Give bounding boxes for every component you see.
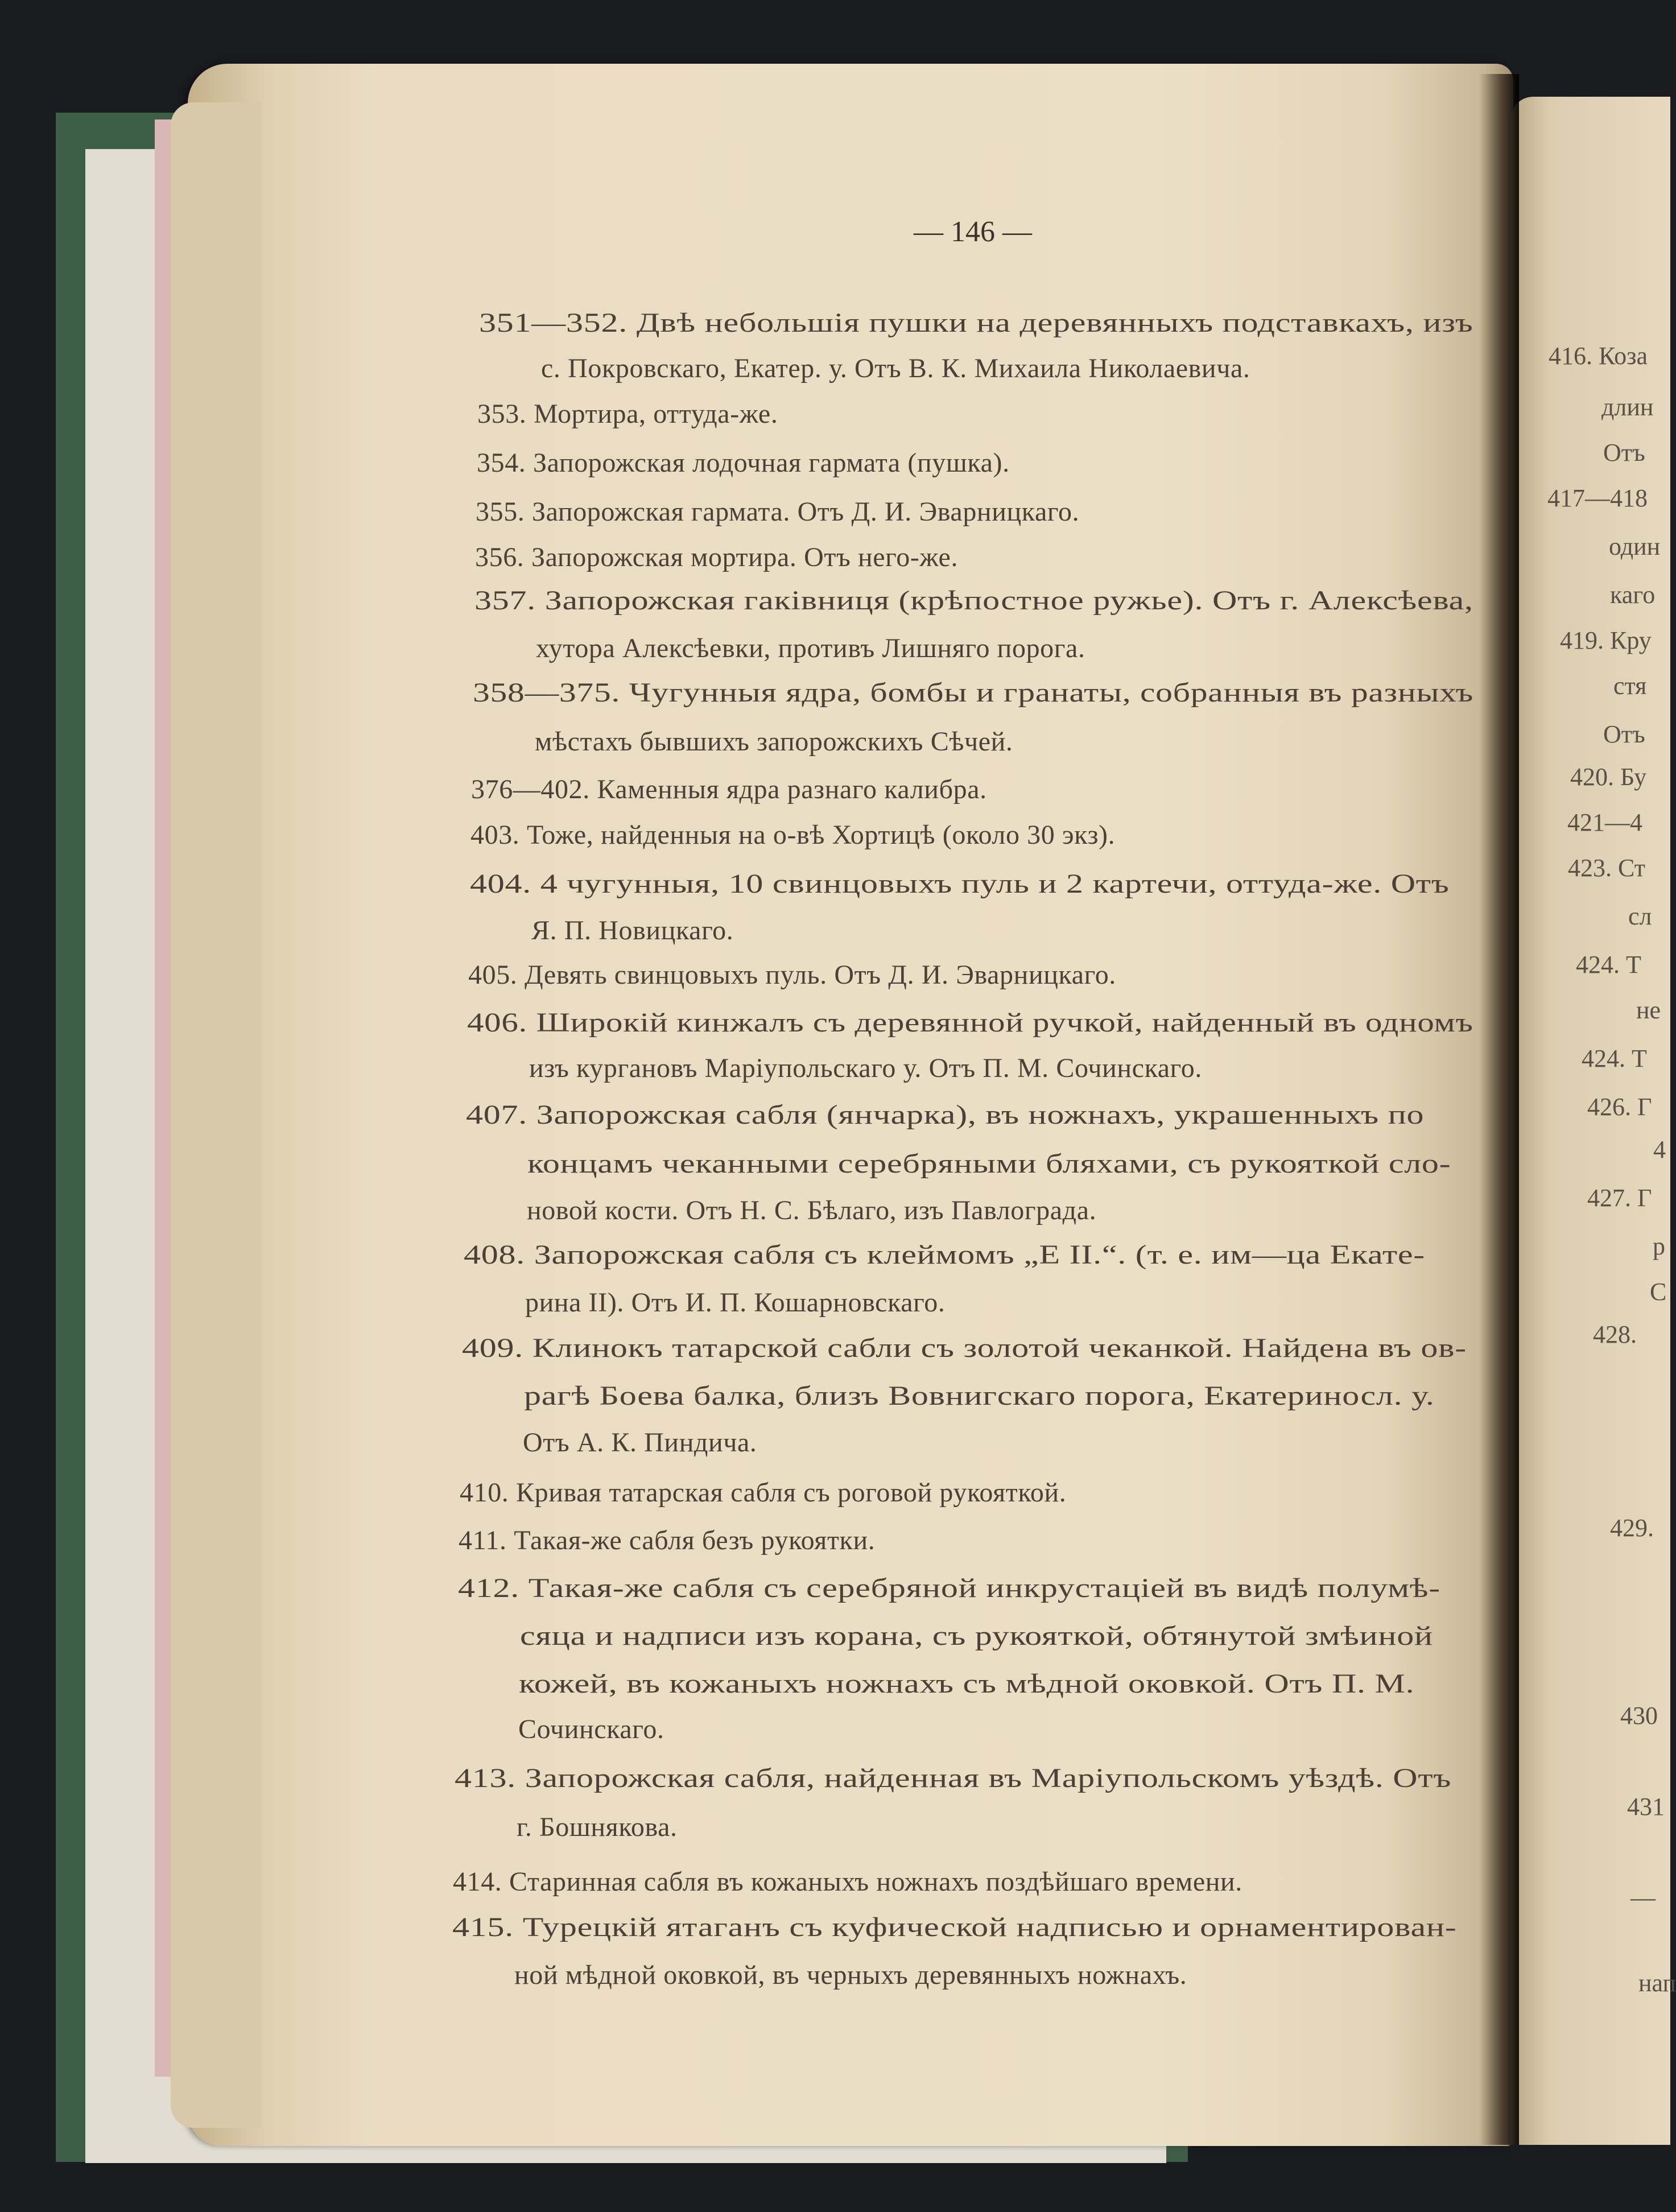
right-page-fragment: 424. Т [1576, 951, 1641, 979]
right-page-fragment: — [1630, 1884, 1656, 1912]
catalog-entry-line: 409. Клинокъ татарской сабли съ золотой чеканкой. Найдена въ ов- [462, 1333, 1467, 1363]
catalog-entry-line: 413. Запорожская сабля, найденная въ Маріупольскомъ уѣздѣ. Отъ [455, 1763, 1452, 1793]
right-page-fragment: 424. Т [1582, 1045, 1647, 1072]
catalog-entry-line: 411. Такая-же сабля безъ рукоятки. [459, 1525, 876, 1555]
right-page-fragment: Отъ [1603, 439, 1645, 467]
right-page-fragment: 429. [1610, 1514, 1654, 1542]
right-page-fragment: каго [1610, 581, 1656, 609]
right-page-fragment: длин [1601, 393, 1654, 421]
right-page-fragment: сл [1628, 902, 1652, 930]
catalog-entry-continuation: ной мѣдной оковкой, въ черныхъ деревянныхъ ножнахъ. [514, 1960, 1187, 1990]
right-page-fragment: 423. Ст [1568, 854, 1645, 882]
catalog-entry-continuation: Сочинскаго. [518, 1714, 664, 1744]
page-number: — 146 — [914, 216, 1032, 248]
right-page-fragment: 431 [1627, 1793, 1665, 1821]
catalog-entry-continuation: хутора Алексѣевки, противъ Лишняго порога. [536, 633, 1085, 663]
right-page-fragment: 430 [1620, 1702, 1658, 1730]
right-page-fragment: р [1653, 1232, 1665, 1260]
catalog-entry-line: 404. 4 чугунныя, 10 свинцовыхъ пуль и 2 картечи, оттуда-же. Отъ [470, 869, 1450, 899]
right-page-fragment: С [1650, 1278, 1667, 1306]
right-page-fragment: 416. Коза [1549, 342, 1648, 370]
catalog-entry-continuation: г. Бошнякова. [517, 1812, 678, 1842]
catalog-entry-continuation: с. Покровскаго, Екатер. у. Отъ В. К. Михаила Николаевича. [541, 353, 1250, 383]
catalog-entry-line: 405. Девять свинцовыхъ пуль. Отъ Д. И. Эварницкаго. [468, 960, 1116, 990]
right-page-fragment: нап [1638, 1969, 1676, 1997]
right-page-fragment: 4 [1653, 1136, 1666, 1163]
right-page-fragment: один [1609, 533, 1661, 560]
catalog-entry-continuation: рина II). Отъ И. П. Кошарновскаго. [525, 1287, 946, 1318]
catalog-entry-line: 403. Тоже, найденныя на о-вѣ Хортицѣ (около 30 экз). [470, 820, 1116, 850]
catalog-entry-line: 410. Кривая татарская сабля съ роговой рукояткой. [460, 1478, 1067, 1508]
catalog-entry-line: 414. Старинная сабля въ кожаныхъ ножнахъ поздѣйшаго времени. [453, 1867, 1242, 1897]
catalog-entry-line: 354. Запорожская лодочная гармата (пушка). [477, 448, 1010, 478]
right-page-fragment: 426. Г [1587, 1093, 1652, 1121]
catalog-entry-line: 351—352. Двѣ небольшія пушки на деревянныхъ подставкахъ, изъ [479, 308, 1473, 338]
catalog-entry-line: 415. Турецкій ятаганъ съ куфической надписью и орнаментирован- [452, 1912, 1457, 1942]
catalog-entry-line: 353. Мортира, оттуда-же. [477, 399, 778, 429]
catalog-entry-continuation: кожей, въ кожаныхъ ножнахъ съ мѣдной оковкой. Отъ П. М. [519, 1669, 1415, 1699]
catalog-entry-continuation: мѣстахъ бывшихъ запорожскихъ Сѣчей. [535, 727, 1013, 757]
right-page-fragment: Отъ [1603, 720, 1645, 748]
right-page-fragment: не [1636, 996, 1661, 1024]
catalog-entry-line: 355. Запорожская гармата. Отъ Д. И. Эварницкаго. [476, 497, 1080, 527]
right-page-fragment: 421—4 [1567, 808, 1642, 836]
right-page-fragment: 420. Бу [1570, 763, 1647, 791]
catalog-entry-line: 357. Запорожская гаківниця (крѣпостное ружье). Отъ г. Алексѣева, [474, 585, 1473, 616]
catalog-entry-line: 412. Такая-же сабля съ серебряной инкрустаціей въ видѣ полумѣ- [458, 1573, 1440, 1603]
catalog-entry-continuation: новой кости. Отъ Н. С. Бѣлаго, изъ Павлограда. [527, 1195, 1097, 1225]
catalog-entry-line: 376—402. Каменныя ядра разнаго калибра. [471, 774, 987, 804]
catalog-entry-line: 356. Запорожская мортира. Отъ него-же. [475, 542, 959, 572]
catalog-entry-line: 406. Широкій кинжалъ съ деревянной ручкой, найденный въ одномъ [467, 1008, 1473, 1038]
right-page-fragment: 428. [1593, 1320, 1637, 1348]
catalog-entry-continuation: изъ кургановъ Маріупольскаго у. Отъ П. М. Сочинскаго. [529, 1053, 1202, 1083]
catalog-entry-continuation: Отъ А. К. Пиндича. [523, 1427, 757, 1458]
right-page-fragment: 419. Кру [1560, 626, 1652, 654]
catalog-entry-continuation: концамъ чеканными серебряными бляхами, съ рукояткой сло- [527, 1149, 1451, 1179]
right-page-fragment: стя [1613, 672, 1647, 700]
catalog-entry-line: 408. Запорожская сабля съ клеймомъ „Е II.“. (т. е. им—ца Екате- [464, 1240, 1425, 1270]
catalog-entry-line: 358—375. Чугунныя ядра, бомбы и гранаты, собранныя въ разныхъ [473, 678, 1474, 708]
catalog-entry-continuation: рагѣ Боева балка, близъ Вовнигскаго порога, Екатериносл. у. [524, 1381, 1435, 1411]
right-page-fragment: 427. Г [1587, 1184, 1652, 1212]
catalog-entry-continuation: сяца и надписи изъ корана, съ рукояткой, обтянутой змѣиной [520, 1621, 1433, 1651]
catalog-entry-line: 407. Запорожская сабля (янчарка), въ ножнахъ, украшенныхъ по [466, 1100, 1425, 1130]
catalog-entry-continuation: Я. П. Новицкаго. [531, 915, 734, 946]
right-page-fragment: 417—418 [1547, 484, 1648, 512]
